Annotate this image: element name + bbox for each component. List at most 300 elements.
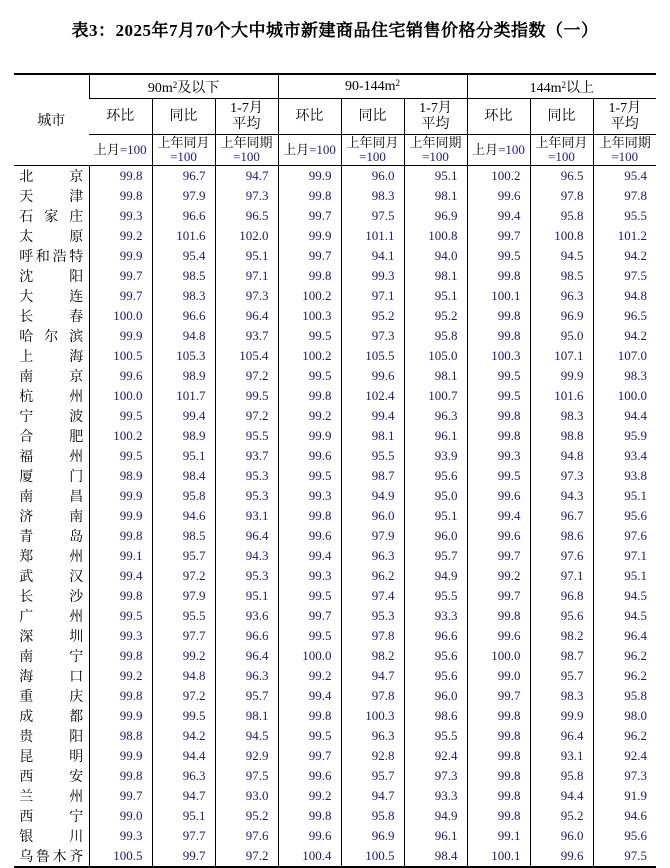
city-cell bbox=[14, 606, 89, 626]
value-cell: 99.8 bbox=[467, 726, 530, 746]
value-cell: 101.2 bbox=[593, 226, 656, 246]
value-cell: 94.6 bbox=[152, 506, 215, 526]
city-name: 长 沙 bbox=[19, 590, 84, 605]
value-cell: 95.1 bbox=[152, 446, 215, 466]
value-cell: 99.8 bbox=[467, 306, 530, 326]
value-cell: 94.7 bbox=[341, 666, 404, 686]
value-cell: 99.8 bbox=[467, 266, 530, 286]
base-header-same-month bbox=[530, 135, 593, 166]
value-cell: 99.1 bbox=[467, 826, 530, 846]
value-cell: 99.9 bbox=[530, 706, 593, 726]
value-cell: 98.3 bbox=[341, 186, 404, 206]
city-cell bbox=[14, 526, 89, 546]
value-cell: 99.6 bbox=[278, 826, 341, 846]
metric-label: 环比 bbox=[484, 108, 513, 124]
value-cell: 94.1 bbox=[341, 246, 404, 266]
metric-label: 平均 bbox=[610, 116, 639, 132]
value-cell: 93.1 bbox=[530, 746, 593, 766]
value-cell: 99.9 bbox=[89, 246, 152, 266]
value-cell: 99.5 bbox=[89, 406, 152, 426]
value-cell: 94.4 bbox=[530, 786, 593, 806]
value-cell: 99.3 bbox=[89, 206, 152, 226]
value-cell: 99.7 bbox=[467, 546, 530, 566]
value-cell: 95.8 bbox=[530, 206, 593, 226]
value-cell: 95.0 bbox=[404, 486, 467, 506]
value-cell: 96.5 bbox=[593, 306, 656, 326]
metric-header-mom bbox=[278, 99, 341, 135]
value-cell: 100.5 bbox=[89, 346, 152, 366]
table-row bbox=[14, 646, 656, 666]
city-name: 长 春 bbox=[19, 310, 84, 325]
value-cell: 94.2 bbox=[593, 246, 656, 266]
value-cell: 94.7 bbox=[152, 786, 215, 806]
value-cell: 99.6 bbox=[278, 446, 341, 466]
city-cell bbox=[14, 406, 89, 426]
base-header-same-period bbox=[215, 135, 278, 166]
value-cell: 96.6 bbox=[215, 626, 278, 646]
value-cell: 95.2 bbox=[530, 806, 593, 826]
value-cell: 101.6 bbox=[152, 226, 215, 246]
value-cell: 94.9 bbox=[341, 486, 404, 506]
value-cell: 105.0 bbox=[404, 346, 467, 366]
page-title: 表3：2025年7月70个大中城市新建商品住宅销售价格分类指数（一） bbox=[71, 21, 599, 40]
value-cell: 93.3 bbox=[404, 606, 467, 626]
city-name: 重 庆 bbox=[19, 690, 84, 705]
value-cell: 100.8 bbox=[530, 226, 593, 246]
value-cell: 100.1 bbox=[467, 846, 530, 867]
table-row bbox=[14, 466, 656, 486]
value-cell: 99.9 bbox=[89, 506, 152, 526]
value-cell: 99.7 bbox=[467, 226, 530, 246]
value-cell: 99.8 bbox=[278, 806, 341, 826]
value-cell: 99.8 bbox=[89, 586, 152, 606]
value-cell: 96.2 bbox=[593, 646, 656, 666]
metric-label: 同比 bbox=[169, 108, 198, 124]
table-row bbox=[14, 806, 656, 826]
value-cell: 100.0 bbox=[89, 306, 152, 326]
value-cell: 99.5 bbox=[152, 706, 215, 726]
value-cell: 95.2 bbox=[404, 306, 467, 326]
value-cell: 99.8 bbox=[467, 706, 530, 726]
base-header-prev-month bbox=[89, 135, 152, 166]
value-cell: 95.8 bbox=[404, 326, 467, 346]
value-cell: 99.6 bbox=[278, 526, 341, 546]
base-label: =100 bbox=[309, 142, 336, 157]
value-cell: 99.8 bbox=[89, 526, 152, 546]
value-cell: 98.0 bbox=[593, 706, 656, 726]
table-row bbox=[14, 726, 656, 746]
base-label: 上年同期 bbox=[598, 135, 651, 150]
city-cell bbox=[14, 666, 89, 686]
base-label: =100 bbox=[498, 142, 525, 157]
value-cell: 99.9 bbox=[278, 226, 341, 246]
value-cell: 102.0 bbox=[215, 226, 278, 246]
value-cell: 99.9 bbox=[278, 166, 341, 187]
table-row bbox=[14, 226, 656, 246]
value-cell: 94.3 bbox=[215, 546, 278, 566]
metric-label: 1-7月 bbox=[230, 100, 263, 116]
group-header-144-above bbox=[467, 74, 656, 99]
value-cell: 95.0 bbox=[530, 326, 593, 346]
value-cell: 95.6 bbox=[530, 606, 593, 626]
city-cell bbox=[14, 206, 89, 226]
value-cell: 105.5 bbox=[341, 346, 404, 366]
value-cell: 95.1 bbox=[404, 506, 467, 526]
value-cell: 99.7 bbox=[467, 686, 530, 706]
city-name: 昆 明 bbox=[19, 750, 84, 765]
value-cell: 99.6 bbox=[278, 766, 341, 786]
value-cell: 95.5 bbox=[341, 446, 404, 466]
value-cell: 95.6 bbox=[404, 466, 467, 486]
value-cell: 91.9 bbox=[593, 786, 656, 806]
value-cell: 92.4 bbox=[593, 746, 656, 766]
value-cell: 98.5 bbox=[152, 266, 215, 286]
metric-label: 同比 bbox=[547, 108, 576, 124]
value-cell: 96.0 bbox=[341, 166, 404, 187]
value-cell: 96.3 bbox=[215, 666, 278, 686]
value-cell: 96.3 bbox=[404, 406, 467, 426]
value-cell: 95.7 bbox=[152, 546, 215, 566]
value-cell: 99.8 bbox=[467, 606, 530, 626]
value-cell: 100.2 bbox=[278, 286, 341, 306]
value-cell: 94.5 bbox=[593, 586, 656, 606]
table-row bbox=[14, 326, 656, 346]
base-label: 上年同期 bbox=[220, 135, 273, 150]
value-cell: 94.2 bbox=[593, 326, 656, 346]
value-cell: 98.1 bbox=[404, 366, 467, 386]
value-cell: 95.8 bbox=[593, 686, 656, 706]
metric-header-avg bbox=[404, 99, 467, 135]
value-cell: 97.5 bbox=[593, 846, 656, 867]
city-name: 呼 和 浩 特 bbox=[19, 250, 84, 265]
value-cell: 96.4 bbox=[530, 726, 593, 746]
value-cell: 99.6 bbox=[341, 366, 404, 386]
value-cell: 98.1 bbox=[215, 706, 278, 726]
price-index-table bbox=[14, 73, 656, 868]
value-cell: 99.5 bbox=[467, 366, 530, 386]
table-row bbox=[14, 686, 656, 706]
value-cell: 98.6 bbox=[404, 706, 467, 726]
city-cell bbox=[14, 186, 89, 206]
value-cell: 96.4 bbox=[215, 646, 278, 666]
city-cell bbox=[14, 306, 89, 326]
group-header-90-144 bbox=[278, 74, 467, 99]
city-cell bbox=[14, 466, 89, 486]
value-cell: 92.4 bbox=[404, 746, 467, 766]
value-cell: 99.7 bbox=[278, 206, 341, 226]
city-name: 贵 阳 bbox=[19, 730, 84, 745]
value-cell: 99.5 bbox=[467, 466, 530, 486]
metric-label: 平均 bbox=[232, 116, 261, 132]
table-row bbox=[14, 626, 656, 646]
value-cell: 99.8 bbox=[467, 786, 530, 806]
value-cell: 99.4 bbox=[467, 206, 530, 226]
value-cell: 95.2 bbox=[215, 806, 278, 826]
value-cell: 98.5 bbox=[152, 526, 215, 546]
city-name: 南 宁 bbox=[19, 650, 84, 665]
value-cell: 95.1 bbox=[593, 486, 656, 506]
value-cell: 100.2 bbox=[278, 346, 341, 366]
value-cell: 99.8 bbox=[467, 406, 530, 426]
city-cell bbox=[14, 546, 89, 566]
value-cell: 99.6 bbox=[467, 186, 530, 206]
city-cell bbox=[14, 806, 89, 826]
value-cell: 107.0 bbox=[593, 346, 656, 366]
value-cell: 93.0 bbox=[215, 786, 278, 806]
city-cell bbox=[14, 386, 89, 406]
value-cell: 99.3 bbox=[89, 626, 152, 646]
value-cell: 95.5 bbox=[404, 586, 467, 606]
table-row bbox=[14, 766, 656, 786]
value-cell: 100.0 bbox=[278, 646, 341, 666]
value-cell: 95.5 bbox=[152, 606, 215, 626]
value-cell: 99.8 bbox=[467, 806, 530, 826]
value-cell: 99.8 bbox=[278, 706, 341, 726]
value-cell: 94.8 bbox=[152, 326, 215, 346]
value-cell: 96.5 bbox=[215, 206, 278, 226]
value-cell: 99.7 bbox=[467, 586, 530, 606]
value-cell: 97.5 bbox=[215, 766, 278, 786]
value-cell: 100.5 bbox=[341, 846, 404, 867]
metric-header-mom bbox=[467, 99, 530, 135]
value-cell: 93.7 bbox=[215, 446, 278, 466]
city-name: 深 圳 bbox=[19, 630, 84, 645]
city-name: 上 海 bbox=[19, 350, 84, 365]
table-row bbox=[14, 426, 656, 446]
group-label: 90m bbox=[147, 80, 173, 96]
table-row bbox=[14, 346, 656, 366]
value-cell: 99.2 bbox=[278, 666, 341, 686]
metric-header-mom bbox=[89, 99, 152, 135]
value-cell: 97.8 bbox=[593, 186, 656, 206]
city-name: 银 川 bbox=[19, 830, 84, 845]
value-cell: 96.4 bbox=[593, 626, 656, 646]
value-cell: 99.9 bbox=[530, 366, 593, 386]
city-cell bbox=[14, 766, 89, 786]
city-cell bbox=[14, 286, 89, 306]
group-label: 以上 bbox=[565, 80, 594, 96]
value-cell: 93.3 bbox=[404, 786, 467, 806]
value-cell: 100.0 bbox=[467, 646, 530, 666]
value-cell: 96.3 bbox=[341, 546, 404, 566]
metric-header-avg bbox=[215, 99, 278, 135]
value-cell: 99.8 bbox=[467, 426, 530, 446]
value-cell: 95.2 bbox=[341, 306, 404, 326]
value-cell: 99.4 bbox=[89, 566, 152, 586]
city-name: 兰 州 bbox=[19, 790, 84, 805]
value-cell: 97.1 bbox=[530, 566, 593, 586]
value-cell: 99.2 bbox=[467, 566, 530, 586]
metric-header-yoy bbox=[530, 99, 593, 135]
table-row bbox=[14, 166, 656, 187]
value-cell: 98.9 bbox=[89, 466, 152, 486]
value-cell: 98.8 bbox=[530, 426, 593, 446]
value-cell: 99.9 bbox=[89, 746, 152, 766]
value-cell: 97.6 bbox=[593, 526, 656, 546]
city-name: 哈 尔 滨 bbox=[19, 330, 84, 345]
value-cell: 93.4 bbox=[593, 446, 656, 466]
value-cell: 101.7 bbox=[152, 386, 215, 406]
value-cell: 95.1 bbox=[404, 286, 467, 306]
value-cell: 98.2 bbox=[341, 646, 404, 666]
value-cell: 99.7 bbox=[152, 846, 215, 867]
base-label: =100 bbox=[233, 149, 260, 164]
city-name: 成 都 bbox=[19, 710, 84, 725]
table-row bbox=[14, 446, 656, 466]
value-cell: 100.0 bbox=[593, 386, 656, 406]
value-cell: 105.4 bbox=[215, 346, 278, 366]
superscript-2: 2 bbox=[561, 79, 566, 90]
value-cell: 94.8 bbox=[593, 286, 656, 306]
value-cell: 97.2 bbox=[215, 846, 278, 867]
value-cell: 97.1 bbox=[215, 266, 278, 286]
value-cell: 98.3 bbox=[593, 366, 656, 386]
city-cell bbox=[14, 506, 89, 526]
report-page bbox=[0, 18, 670, 865]
city-cell bbox=[14, 266, 89, 286]
value-cell: 94.9 bbox=[404, 806, 467, 826]
value-cell: 95.3 bbox=[341, 606, 404, 626]
city-name: 大 连 bbox=[19, 290, 84, 305]
value-cell: 99.3 bbox=[278, 566, 341, 586]
city-name: 合 肥 bbox=[19, 430, 84, 445]
value-cell: 99.9 bbox=[89, 486, 152, 506]
value-cell: 99.3 bbox=[341, 266, 404, 286]
city-cell bbox=[14, 706, 89, 726]
value-cell: 93.9 bbox=[404, 446, 467, 466]
value-cell: 96.3 bbox=[152, 766, 215, 786]
value-cell: 97.3 bbox=[215, 286, 278, 306]
value-cell: 96.4 bbox=[215, 306, 278, 326]
value-cell: 94.4 bbox=[152, 746, 215, 766]
value-cell: 99.6 bbox=[467, 486, 530, 506]
value-cell: 94.0 bbox=[404, 246, 467, 266]
value-cell: 99.8 bbox=[89, 166, 152, 187]
value-cell: 99.7 bbox=[278, 606, 341, 626]
table-row bbox=[14, 386, 656, 406]
city-cell bbox=[14, 326, 89, 346]
value-cell: 96.7 bbox=[152, 166, 215, 187]
value-cell: 99.2 bbox=[278, 406, 341, 426]
city-cell bbox=[14, 346, 89, 366]
city-name: 宁 波 bbox=[19, 410, 84, 425]
table-row bbox=[14, 586, 656, 606]
value-cell: 98.7 bbox=[341, 466, 404, 486]
value-cell: 100.1 bbox=[467, 286, 530, 306]
city-name: 北 京 bbox=[19, 170, 84, 185]
value-cell: 94.5 bbox=[215, 726, 278, 746]
value-cell: 94.7 bbox=[215, 166, 278, 187]
base-label: 上月 bbox=[283, 142, 310, 157]
value-cell: 99.4 bbox=[278, 546, 341, 566]
city-cell bbox=[14, 246, 89, 266]
city-name: 乌 鲁 木 齐 bbox=[19, 850, 84, 865]
city-cell bbox=[14, 446, 89, 466]
value-cell: 99.8 bbox=[467, 746, 530, 766]
value-cell: 98.8 bbox=[89, 726, 152, 746]
value-cell: 95.5 bbox=[593, 206, 656, 226]
value-cell: 100.3 bbox=[278, 306, 341, 326]
value-cell: 99.0 bbox=[89, 806, 152, 826]
value-cell: 99.5 bbox=[278, 366, 341, 386]
value-cell: 98.3 bbox=[530, 406, 593, 426]
base-header-prev-month bbox=[467, 135, 530, 166]
city-cell bbox=[14, 566, 89, 586]
value-cell: 92.9 bbox=[215, 746, 278, 766]
value-cell: 100.5 bbox=[89, 846, 152, 867]
value-cell: 99.9 bbox=[278, 426, 341, 446]
city-name: 济 南 bbox=[19, 510, 84, 525]
value-cell: 92.8 bbox=[341, 746, 404, 766]
value-cell: 97.9 bbox=[152, 186, 215, 206]
value-cell: 101.6 bbox=[530, 386, 593, 406]
value-cell: 98.2 bbox=[530, 626, 593, 646]
value-cell: 95.3 bbox=[215, 486, 278, 506]
value-cell: 94.4 bbox=[593, 406, 656, 426]
value-cell: 98.1 bbox=[404, 186, 467, 206]
group-label: 144m bbox=[529, 80, 562, 96]
value-cell: 97.7 bbox=[152, 826, 215, 846]
value-cell: 96.1 bbox=[404, 426, 467, 446]
base-header-prev-month bbox=[278, 135, 341, 166]
value-cell: 99.8 bbox=[467, 326, 530, 346]
base-label: 上年同月 bbox=[535, 135, 588, 150]
base-label: 上年同月 bbox=[346, 135, 399, 150]
table-row bbox=[14, 306, 656, 326]
value-cell: 99.1 bbox=[89, 546, 152, 566]
city-cell bbox=[14, 426, 89, 446]
value-cell: 99.8 bbox=[89, 686, 152, 706]
value-cell: 97.2 bbox=[215, 366, 278, 386]
city-cell bbox=[14, 846, 89, 867]
base-label: =100 bbox=[170, 149, 197, 164]
value-cell: 99.8 bbox=[278, 266, 341, 286]
city-cell bbox=[14, 486, 89, 506]
value-cell: 99.9 bbox=[89, 706, 152, 726]
value-cell: 97.7 bbox=[152, 626, 215, 646]
value-cell: 99.7 bbox=[278, 746, 341, 766]
value-cell: 105.3 bbox=[152, 346, 215, 366]
value-cell: 102.4 bbox=[341, 386, 404, 406]
value-cell: 99.2 bbox=[89, 666, 152, 686]
value-cell: 97.5 bbox=[341, 206, 404, 226]
value-cell: 100.2 bbox=[89, 426, 152, 446]
base-label: =100 bbox=[548, 149, 575, 164]
value-cell: 99.5 bbox=[215, 386, 278, 406]
value-cell: 100.0 bbox=[89, 386, 152, 406]
value-cell: 95.7 bbox=[341, 766, 404, 786]
value-cell: 96.3 bbox=[341, 726, 404, 746]
value-cell: 97.8 bbox=[341, 626, 404, 646]
city-name: 天 津 bbox=[19, 190, 84, 205]
value-cell: 100.2 bbox=[467, 166, 530, 187]
value-cell: 100.7 bbox=[404, 386, 467, 406]
value-cell: 97.8 bbox=[530, 186, 593, 206]
value-cell: 99.0 bbox=[467, 666, 530, 686]
table-row bbox=[14, 286, 656, 306]
metric-label: 1-7月 bbox=[419, 100, 452, 116]
value-cell: 97.3 bbox=[404, 766, 467, 786]
base-header-same-month bbox=[152, 135, 215, 166]
city-name: 福 州 bbox=[19, 450, 84, 465]
value-cell: 99.8 bbox=[89, 186, 152, 206]
value-cell: 97.1 bbox=[341, 286, 404, 306]
value-cell: 99.5 bbox=[278, 466, 341, 486]
value-cell: 99.3 bbox=[278, 486, 341, 506]
value-cell: 99.2 bbox=[152, 646, 215, 666]
value-cell: 97.6 bbox=[215, 826, 278, 846]
value-cell: 96.2 bbox=[341, 566, 404, 586]
